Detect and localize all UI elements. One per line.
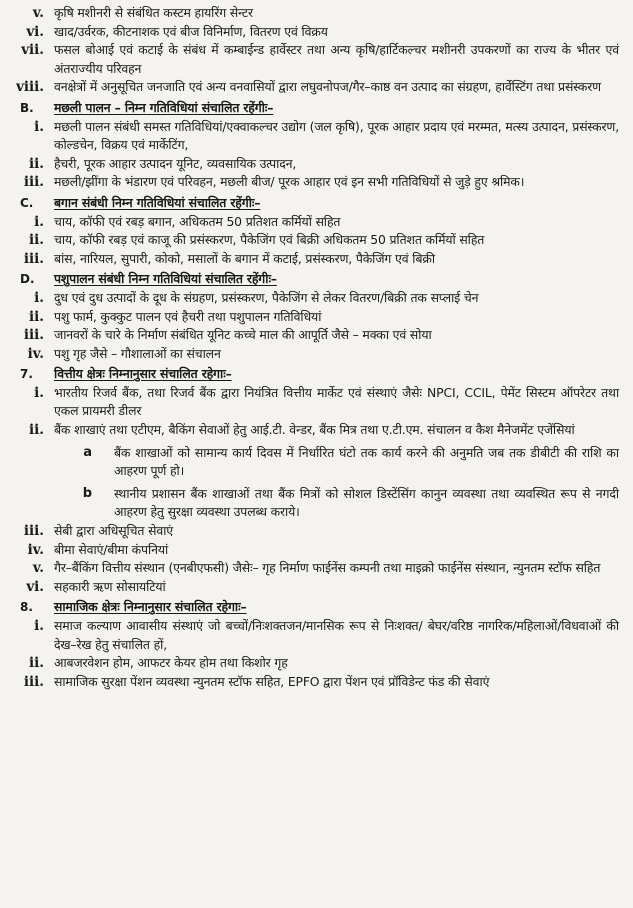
section-heading [14,270,619,289]
list-marker: D. [20,272,35,287]
list-item [14,231,619,250]
list-item-text: गैर–बैंकिंग वित्तीय संस्थान (एनबीएफसी) जैसेः– गृह निर्माण फाईनेंस कम्पनी तथा माइक्रो फाईनेंस संस्थान, न्युनतम स्टॉफ सहित [54,560,601,576]
list-marker: v. [32,5,44,21]
list-marker: ii. [29,422,44,439]
list-marker: viii. [16,79,44,96]
list-item-text: कृषि मशीनरी से संबंधित कस्टम हायरिंग सेन्टर [54,5,253,20]
list-item [14,345,619,364]
list-item-text: पशु फार्म, कुक्कुट पालन एवं हैचरी तथा पशुपालन गतिविधियां [54,308,322,324]
list-marker: iii. [23,174,44,191]
list-item-text: बैंक शाखाओं को सामान्य कार्य दिवस में निर्धारित घंटो तक कार्य करने की अनुमति जब तक डीबीटी की राशि का आहरण पूर्ण हो। [114,444,619,479]
section-heading [14,598,619,617]
list-marker: C. [20,195,34,210]
list-item [14,578,619,597]
list-item [14,654,619,673]
list-marker: vi. [26,578,44,595]
list-marker: vii. [21,42,44,59]
sub-list-item [14,444,619,481]
list-marker: ii. [29,155,44,172]
list-item [14,118,619,155]
list-item [14,421,619,440]
section-heading-text [54,99,619,118]
list-item-text: स्थानीय प्रशासन बैंक शाखाओं तथा बैंक मित्रों को सोशल डिस्टेंसिंग कानुन व्यवस्था तथा व्यवस्थित रूप से नगदी आहरण हेतु सुरक्षा व्यवस्था उपलब्ध कराये। [114,485,619,520]
list-item [14,522,619,541]
list-item [14,308,619,327]
list-item-text: मछली पालन संबंधी समस्त गतिविधियां/एक्वाकल्चर उद्योग (जल कृषि), पूरक आहार प्रदाय एवं मरम्मत, मत्स्य उत्पादन, प्रसंस्करण, कोल्डचेन, विक्रय एवं मार्केटिंग, [54,118,619,153]
list-marker: iv. [27,541,44,558]
list-marker: i. [34,618,44,634]
list-item [14,78,619,97]
list-marker: ii. [29,655,44,672]
list-item [14,384,619,421]
list-item-text: चाय, कॉफी एवं रबड़ बगान, अधिकतम 50 प्रतिशत कर्मियों सहित [54,213,341,229]
section-heading-text [54,598,619,617]
list-marker: i. [34,289,44,306]
list-item-text: मछली/झींगा के भंडारण एवं परिवहन, मछली बीज/ पूरक आहार एवं इन सभी गतिविधियों से जुड़े हुए श्रमिक। [54,174,525,190]
list-marker: b [82,485,92,501]
list-item [14,326,619,345]
list-marker: v. [32,560,44,577]
list-item-text: भारतीय रिजर्व बैंक, तथा रिजर्व बैंक द्वारा नियंत्रित वित्तीय मार्केट एवं संस्थाएं जैसेः NPCI, CCIL, पेमेंट सिस्टम ऑपरेटर तथा एकल प्रायमरी डीलर [54,384,619,419]
list-marker: iii. [23,523,44,540]
list-marker: iii. [23,327,44,344]
list-item-text: जानवरों के चारे के निर्माण संबंधित यूनिट कच्चे माल की आपूर्ति जैसे – मक्का एवं सोया [54,327,432,343]
list-item [14,559,619,578]
list-marker: i. [34,213,44,230]
list-item [14,23,619,42]
list-item-text: फसल बोआई एवं कटाई के संबंध में कम्बाईन्ड हार्वेस्टर तथा अन्य कृषि/हार्टिकल्चर मशीनरी उपकरणों का राज्य के भीतर एवं अंतराज्यीय परिवहन [54,42,619,76]
heading-label: वित्तीय क्षेत्रः निम्नानुसार संचालित रहेगाः– [54,366,232,382]
list-marker: i. [34,384,44,401]
list-item-text: सहकारी ऋण सोसायटियां [54,578,166,594]
heading-label: बगान संबंधी निम्न गतिविधियां संचालित रहेंगीः– [54,194,261,210]
list-item-text: पशु गृह जैसे – गौशालाओं का संचालन [54,345,221,361]
list-marker: ii. [29,232,44,249]
list-item-text: खाद/उर्वरक, कीटनाशक एवं बीज विनिर्माण, वितरण एवं विक्रय [54,23,328,39]
section-heading [14,194,619,213]
list-item-text: बैंक शाखाएं तथा एटीएम, बैकिंग सेवाओं हेतु आई.टी. वेन्डर, बैंक मित्र तथा ए.टी.एम. संचालन व कैश मैनेजमेंट एजेंसियां [54,422,575,438]
list-marker: ii. [29,308,44,325]
list-item [14,4,619,23]
list-marker: iii. [23,250,44,267]
list-item [14,41,619,78]
list-item-text: सामाजिक सुरक्षा पेंशन व्यवस्था न्युनतम स्टॉफ सहित, EPFO द्वारा पेंशन एवं प्रॉविडेन्ट फंड की सेवाएं [54,673,490,689]
list-item-text: चाय, कॉफी रबड़ एवं काजू की प्रसंस्करण, पैकेजिंग एवं बिक्री अधिकतम 50 प्रतिशत कर्मियों सहित [54,232,485,248]
list-item [14,289,619,308]
list-item [14,213,619,232]
heading-label: मछली पालन – निम्न गतिविधियां संचालित रहेंगीः– [54,99,274,115]
list-item [14,250,619,269]
list-marker: B. [20,100,34,115]
list-item [14,617,619,654]
list-marker: 7. [20,367,33,382]
sub-list-item [14,485,619,522]
list-marker: vi. [26,23,44,40]
section-heading [14,365,619,384]
list-item-text: सेबी द्वारा अधिसूचित सेवाएं [54,523,173,539]
list-item-text: बांस, नारियल, सुपारी, कोको, मसालों के बगान में कटाई, प्रसंस्करण, पैकेजिंग एवं बिक्री [54,250,435,266]
list-item-text: दुध एवं दुध उत्पादों के दूध के संग्रहण, प्रसंस्करण, पैकेजिंग से लेकर वितरण/बिक्री तक सप्लाई चेन [54,289,479,305]
list-item-text: हैचरी, पूरक आहार उत्पादन यूनिट, व्यवसायिक उत्पादन, [54,155,297,171]
list-item-text: समाज कल्याण आवासीय संस्थाएं जो बच्चों/निःशक्तजन/मानसिक रूप से निःशक्त/ बेघर/वरिष्ठ नागरिक/महिलाओं/विधवाओं की देख–रेख हेतु संचालित हों, [54,618,619,652]
list-item-text: वनक्षेत्रों में अनुसूचित जनजाति एवं अन्य वनवासियों द्वारा लघुवनोपज/गैर–काष्ठ वन उत्पाद का संग्रहण, हार्वेस्टिंग तथा प्रसंस्करण [54,79,601,95]
section-heading [14,99,619,118]
list-item [14,673,619,692]
list-item [14,155,619,174]
list-item-text: बीमा सेवाएं/बीमा कंपनियां [54,541,169,557]
list-item [14,173,619,192]
heading-label: पशुपालन संबंधी निम्न गतिविधियां संचालित रहेंगीः– [54,271,277,287]
list-item-text: आबजरवेशन होम, आफटर केयर होम तथा किशोर गृह [54,655,288,671]
section-heading-text [54,270,619,289]
section-heading-text [54,194,619,213]
list-item [14,541,619,560]
list-marker: i. [34,118,44,135]
heading-label: सामाजिक क्षेत्रः निम्नानुसार संचालित रहेगाः– [54,599,247,615]
list-marker: iv. [27,345,44,362]
section-heading-text [54,365,619,384]
list-marker: 8. [20,600,33,615]
list-marker: a [83,444,92,460]
list-marker: iii. [23,673,44,690]
